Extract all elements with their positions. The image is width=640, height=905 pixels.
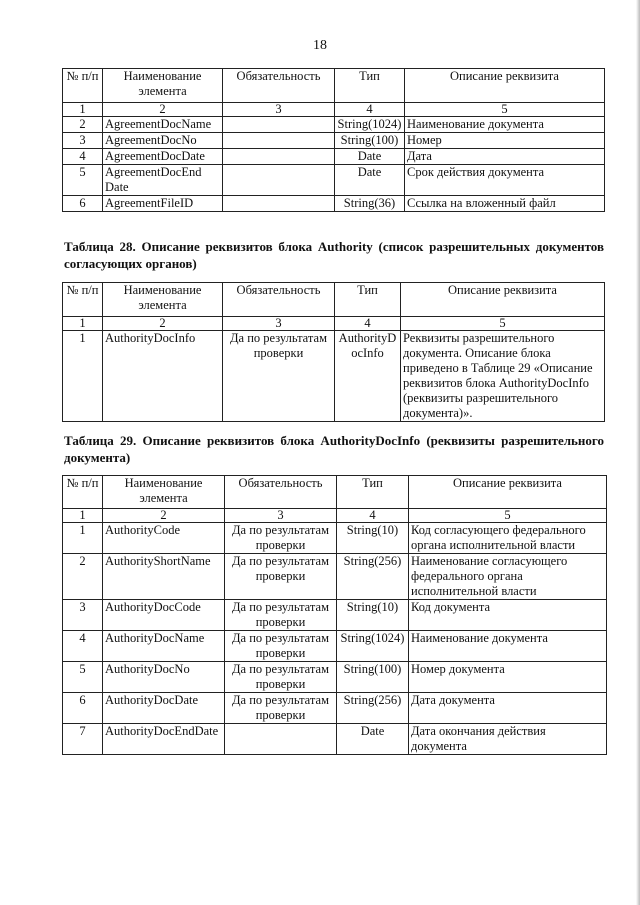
column-number: 3 — [223, 103, 335, 117]
row-desc: Наименование документа — [409, 631, 607, 662]
row-type: String(36) — [335, 196, 405, 212]
column-number: 1 — [63, 103, 103, 117]
column-number-row — [63, 317, 605, 331]
row-required: Да по результатам проверки — [225, 662, 337, 693]
row-desc: Код документа — [409, 600, 607, 631]
header-required: Обязательность — [223, 69, 335, 103]
row-desc: Номер — [405, 133, 605, 149]
table-row — [63, 149, 605, 165]
table-row — [63, 554, 607, 600]
header-name: Наименование элемента — [103, 283, 223, 317]
column-number: 4 — [335, 103, 405, 117]
row-name: AgreementFileID — [103, 196, 223, 212]
row-required — [223, 133, 335, 149]
row-name: AuthorityDocInfo — [103, 331, 223, 422]
row-desc: Номер документа — [409, 662, 607, 693]
row-required — [225, 724, 337, 755]
row-num: 4 — [63, 149, 103, 165]
table-row — [63, 631, 607, 662]
row-desc: Наименование документа — [405, 117, 605, 133]
row-desc: Дата документа — [409, 693, 607, 724]
row-required: Да по результатам проверки — [225, 693, 337, 724]
table-row — [63, 693, 607, 724]
column-number: 2 — [103, 509, 225, 523]
column-number: 1 — [63, 509, 103, 523]
row-name: AgreementDocNo — [103, 133, 223, 149]
row-desc: Наименование согласующего федерального органа исполнительной власти — [409, 554, 607, 600]
row-required: Да по результатам проверки — [225, 554, 337, 600]
row-num: 1 — [63, 331, 103, 422]
column-number: 3 — [223, 317, 335, 331]
header-num: № п/п — [63, 283, 103, 317]
row-type: AuthorityD ocInfo — [335, 331, 401, 422]
table-29-caption: Таблица 29. Описание реквизитов блока AuthorityDocInfo (реквизиты разрешительного документа) — [64, 433, 604, 465]
table-row — [63, 117, 605, 133]
row-type: String(10) — [337, 523, 409, 554]
column-number-row — [63, 103, 605, 117]
row-name: AuthorityDocDate — [103, 693, 225, 724]
scan-edge-shadow — [636, 0, 640, 905]
row-required — [223, 149, 335, 165]
row-type: String(1024) — [335, 117, 405, 133]
row-name: AgreementDocName — [103, 117, 223, 133]
table-row — [63, 523, 607, 554]
table-header-row — [63, 69, 605, 103]
column-number: 5 — [409, 509, 607, 523]
row-required: Да по результатам проверки — [225, 523, 337, 554]
row-num: 5 — [63, 165, 103, 196]
row-name: AuthorityDocEndDate — [103, 724, 225, 755]
row-type: String(100) — [335, 133, 405, 149]
header-desc: Описание реквизита — [409, 476, 607, 509]
row-type: Date — [335, 165, 405, 196]
row-type: String(256) — [337, 554, 409, 600]
table-row — [63, 662, 607, 693]
page-number: 18 — [313, 38, 327, 53]
row-num: 1 — [63, 523, 103, 554]
row-num: 6 — [63, 693, 103, 724]
row-required — [223, 117, 335, 133]
row-name: AuthorityCode — [103, 523, 225, 554]
row-required: Да по результатам проверки — [225, 600, 337, 631]
row-type: String(256) — [337, 693, 409, 724]
header-type: Тип — [335, 283, 401, 317]
header-type: Тип — [335, 69, 405, 103]
header-desc: Описание реквизита — [401, 283, 605, 317]
header-desc: Описание реквизита — [405, 69, 605, 103]
row-required: Да по результатам проверки — [225, 631, 337, 662]
column-number-row — [63, 509, 607, 523]
table-row — [63, 196, 605, 212]
row-required — [223, 165, 335, 196]
column-number: 4 — [337, 509, 409, 523]
row-name: AuthorityDocCode — [103, 600, 225, 631]
row-num: 4 — [63, 631, 103, 662]
header-num: № п/п — [63, 476, 103, 509]
table-header-row — [63, 283, 605, 317]
table-header-row — [63, 476, 607, 509]
row-name: AgreementDocEnd Date — [103, 165, 223, 196]
row-desc: Дата окончания действия документа — [409, 724, 607, 755]
row-num: 2 — [63, 554, 103, 600]
row-num: 3 — [63, 133, 103, 149]
authority-doc-info-table — [62, 475, 607, 755]
row-num: 7 — [63, 724, 103, 755]
column-number: 5 — [405, 103, 605, 117]
row-desc: Срок действия документа — [405, 165, 605, 196]
table-row — [63, 600, 607, 631]
row-num: 6 — [63, 196, 103, 212]
row-required — [223, 196, 335, 212]
row-desc: Дата — [405, 149, 605, 165]
row-type: String(1024) — [337, 631, 409, 662]
row-desc: Реквизиты разрешительного документа. Описание блока приведено в Таблице 29 «Описание реквизитов блока AuthorityDocInfo (реквизиты разрешительного документа)». — [401, 331, 605, 422]
row-name: AuthorityDocNo — [103, 662, 225, 693]
row-num: 5 — [63, 662, 103, 693]
column-number: 3 — [225, 509, 337, 523]
agreement-table — [62, 68, 605, 212]
row-required: Да по результатам проверки — [223, 331, 335, 422]
table-row — [63, 331, 605, 422]
authority-table — [62, 282, 605, 422]
table-28-caption: Таблица 28. Описание реквизитов блока Authority (список разрешительных документов согласующих органов) — [64, 239, 604, 271]
row-type: String(10) — [337, 600, 409, 631]
header-name: Наименование элемента — [103, 69, 223, 103]
row-name: AuthorityShortName — [103, 554, 225, 600]
row-type: Date — [337, 724, 409, 755]
header-required: Обязательность — [223, 283, 335, 317]
column-number: 4 — [335, 317, 401, 331]
table-row — [63, 133, 605, 149]
header-type: Тип — [337, 476, 409, 509]
header-name: Наименование элемента — [103, 476, 225, 509]
row-type: Date — [335, 149, 405, 165]
header-num: № п/п — [63, 69, 103, 103]
table-row — [63, 165, 605, 196]
row-desc: Ссылка на вложенный файл — [405, 196, 605, 212]
column-number: 1 — [63, 317, 103, 331]
row-num: 2 — [63, 117, 103, 133]
row-desc: Код согласующего федерального органа исполнительной власти — [409, 523, 607, 554]
row-name: AuthorityDocName — [103, 631, 225, 662]
row-type: String(100) — [337, 662, 409, 693]
column-number: 2 — [103, 103, 223, 117]
column-number: 5 — [401, 317, 605, 331]
row-num: 3 — [63, 600, 103, 631]
header-required: Обязательность — [225, 476, 337, 509]
row-name: AgreementDocDate — [103, 149, 223, 165]
column-number: 2 — [103, 317, 223, 331]
table-row — [63, 724, 607, 755]
